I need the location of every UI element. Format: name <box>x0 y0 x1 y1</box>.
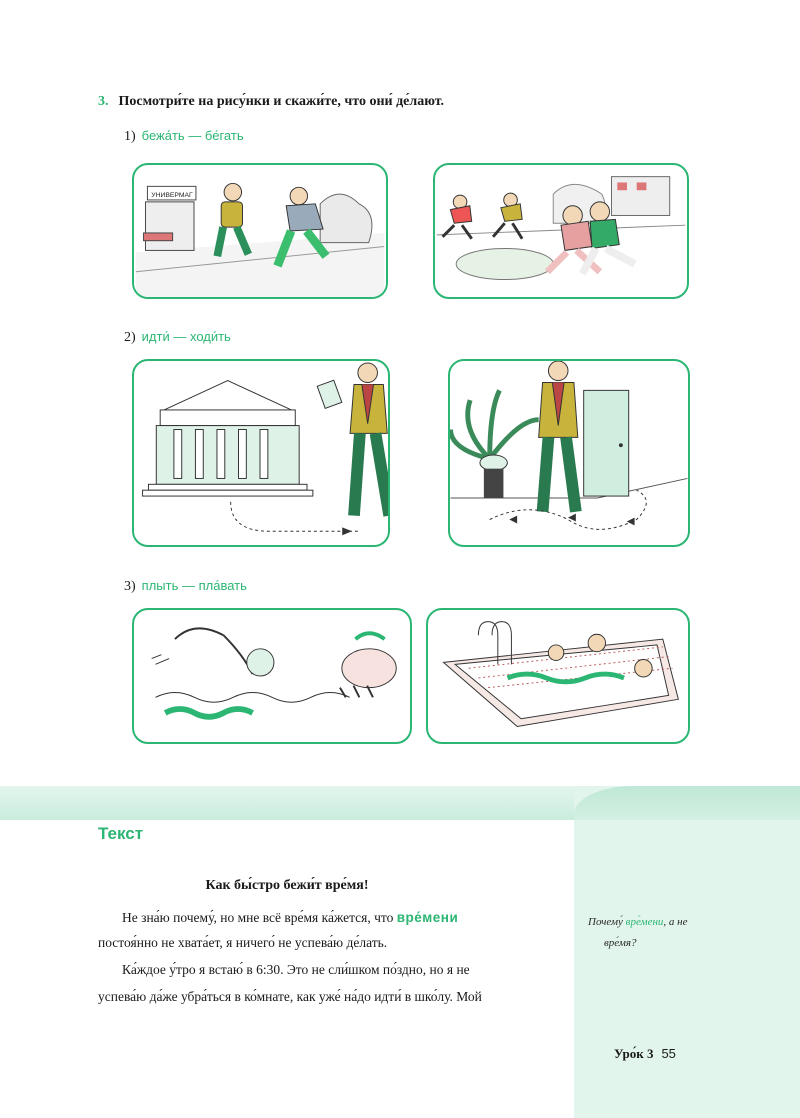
running-store-drawing <box>134 165 386 297</box>
verb-pair-words: плыть — пла́вать <box>141 578 247 593</box>
verb-pair-words: бежа́ть — бе́гать <box>141 128 244 143</box>
paragraph-2-line-1: Ка́ждое у́тро я встаю́ в 6:30. Это не сли́шком по́здно, но я не <box>122 962 470 977</box>
verb-pair-3 <box>124 578 247 595</box>
illustration-running-park <box>433 163 689 299</box>
illustration-running-store <box>132 163 388 299</box>
paragraph-1-line-1 <box>122 911 458 925</box>
verb-pair-number: 2) <box>124 330 136 345</box>
paragraph-text: Не зна́ю почему́, но мне всё вре́мя ка́жется, что <box>122 910 397 925</box>
margin-note <box>588 912 788 954</box>
illustration-swimming-sea <box>132 608 412 744</box>
paragraph-2-line-2: успева́ю да́же убра́ться в ко́мнате, как уже́ на́до идти́ в шко́лу. Мой <box>98 989 482 1004</box>
swimming-sea-drawing <box>134 610 410 742</box>
highlighted-word: вре́мени <box>396 910 459 925</box>
illustration-swimming-pool <box>426 608 690 744</box>
section-heading: Текст <box>98 824 144 843</box>
verb-pair-1 <box>124 128 244 145</box>
page-number: 55 <box>661 1046 676 1061</box>
text-title: Как бы́стро бежи́т вре́мя! <box>205 878 369 893</box>
illustration-walking-theatre <box>132 359 390 547</box>
note-text: , а не <box>663 916 688 928</box>
walking-theatre-drawing <box>134 361 388 545</box>
exercise-instruction <box>98 94 444 110</box>
note-highlight: вре́мени <box>625 916 664 928</box>
verb-pair-2 <box>124 329 231 346</box>
verb-pair-number: 1) <box>124 129 136 144</box>
exercise-instruction-text: Посмотри́те на рису́нки и скажи́те, что они́ де́лают. <box>118 94 445 109</box>
paragraph-1-line-2: постоя́нно не хвата́ет, я ничего́ не успева́ю де́лать. <box>98 935 388 950</box>
note-text: Почему́ <box>588 916 626 928</box>
lesson-label: Уро́к 3 <box>614 1046 654 1061</box>
note-text-line-2: вре́мя? <box>604 936 637 949</box>
verb-pair-words: идти́ — ходи́ть <box>141 329 231 344</box>
margin-column-cap <box>574 786 800 820</box>
swimming-pool-drawing <box>428 610 688 742</box>
page-footer <box>614 1046 676 1062</box>
walking-room-drawing <box>450 361 688 545</box>
exercise-number: 3. <box>98 94 109 109</box>
running-park-drawing <box>435 165 687 297</box>
verb-pair-number: 3) <box>124 579 136 594</box>
store-sign: УНИВЕРМАГ <box>151 192 193 200</box>
illustration-walking-room <box>448 359 690 547</box>
text-section-band <box>0 786 578 820</box>
